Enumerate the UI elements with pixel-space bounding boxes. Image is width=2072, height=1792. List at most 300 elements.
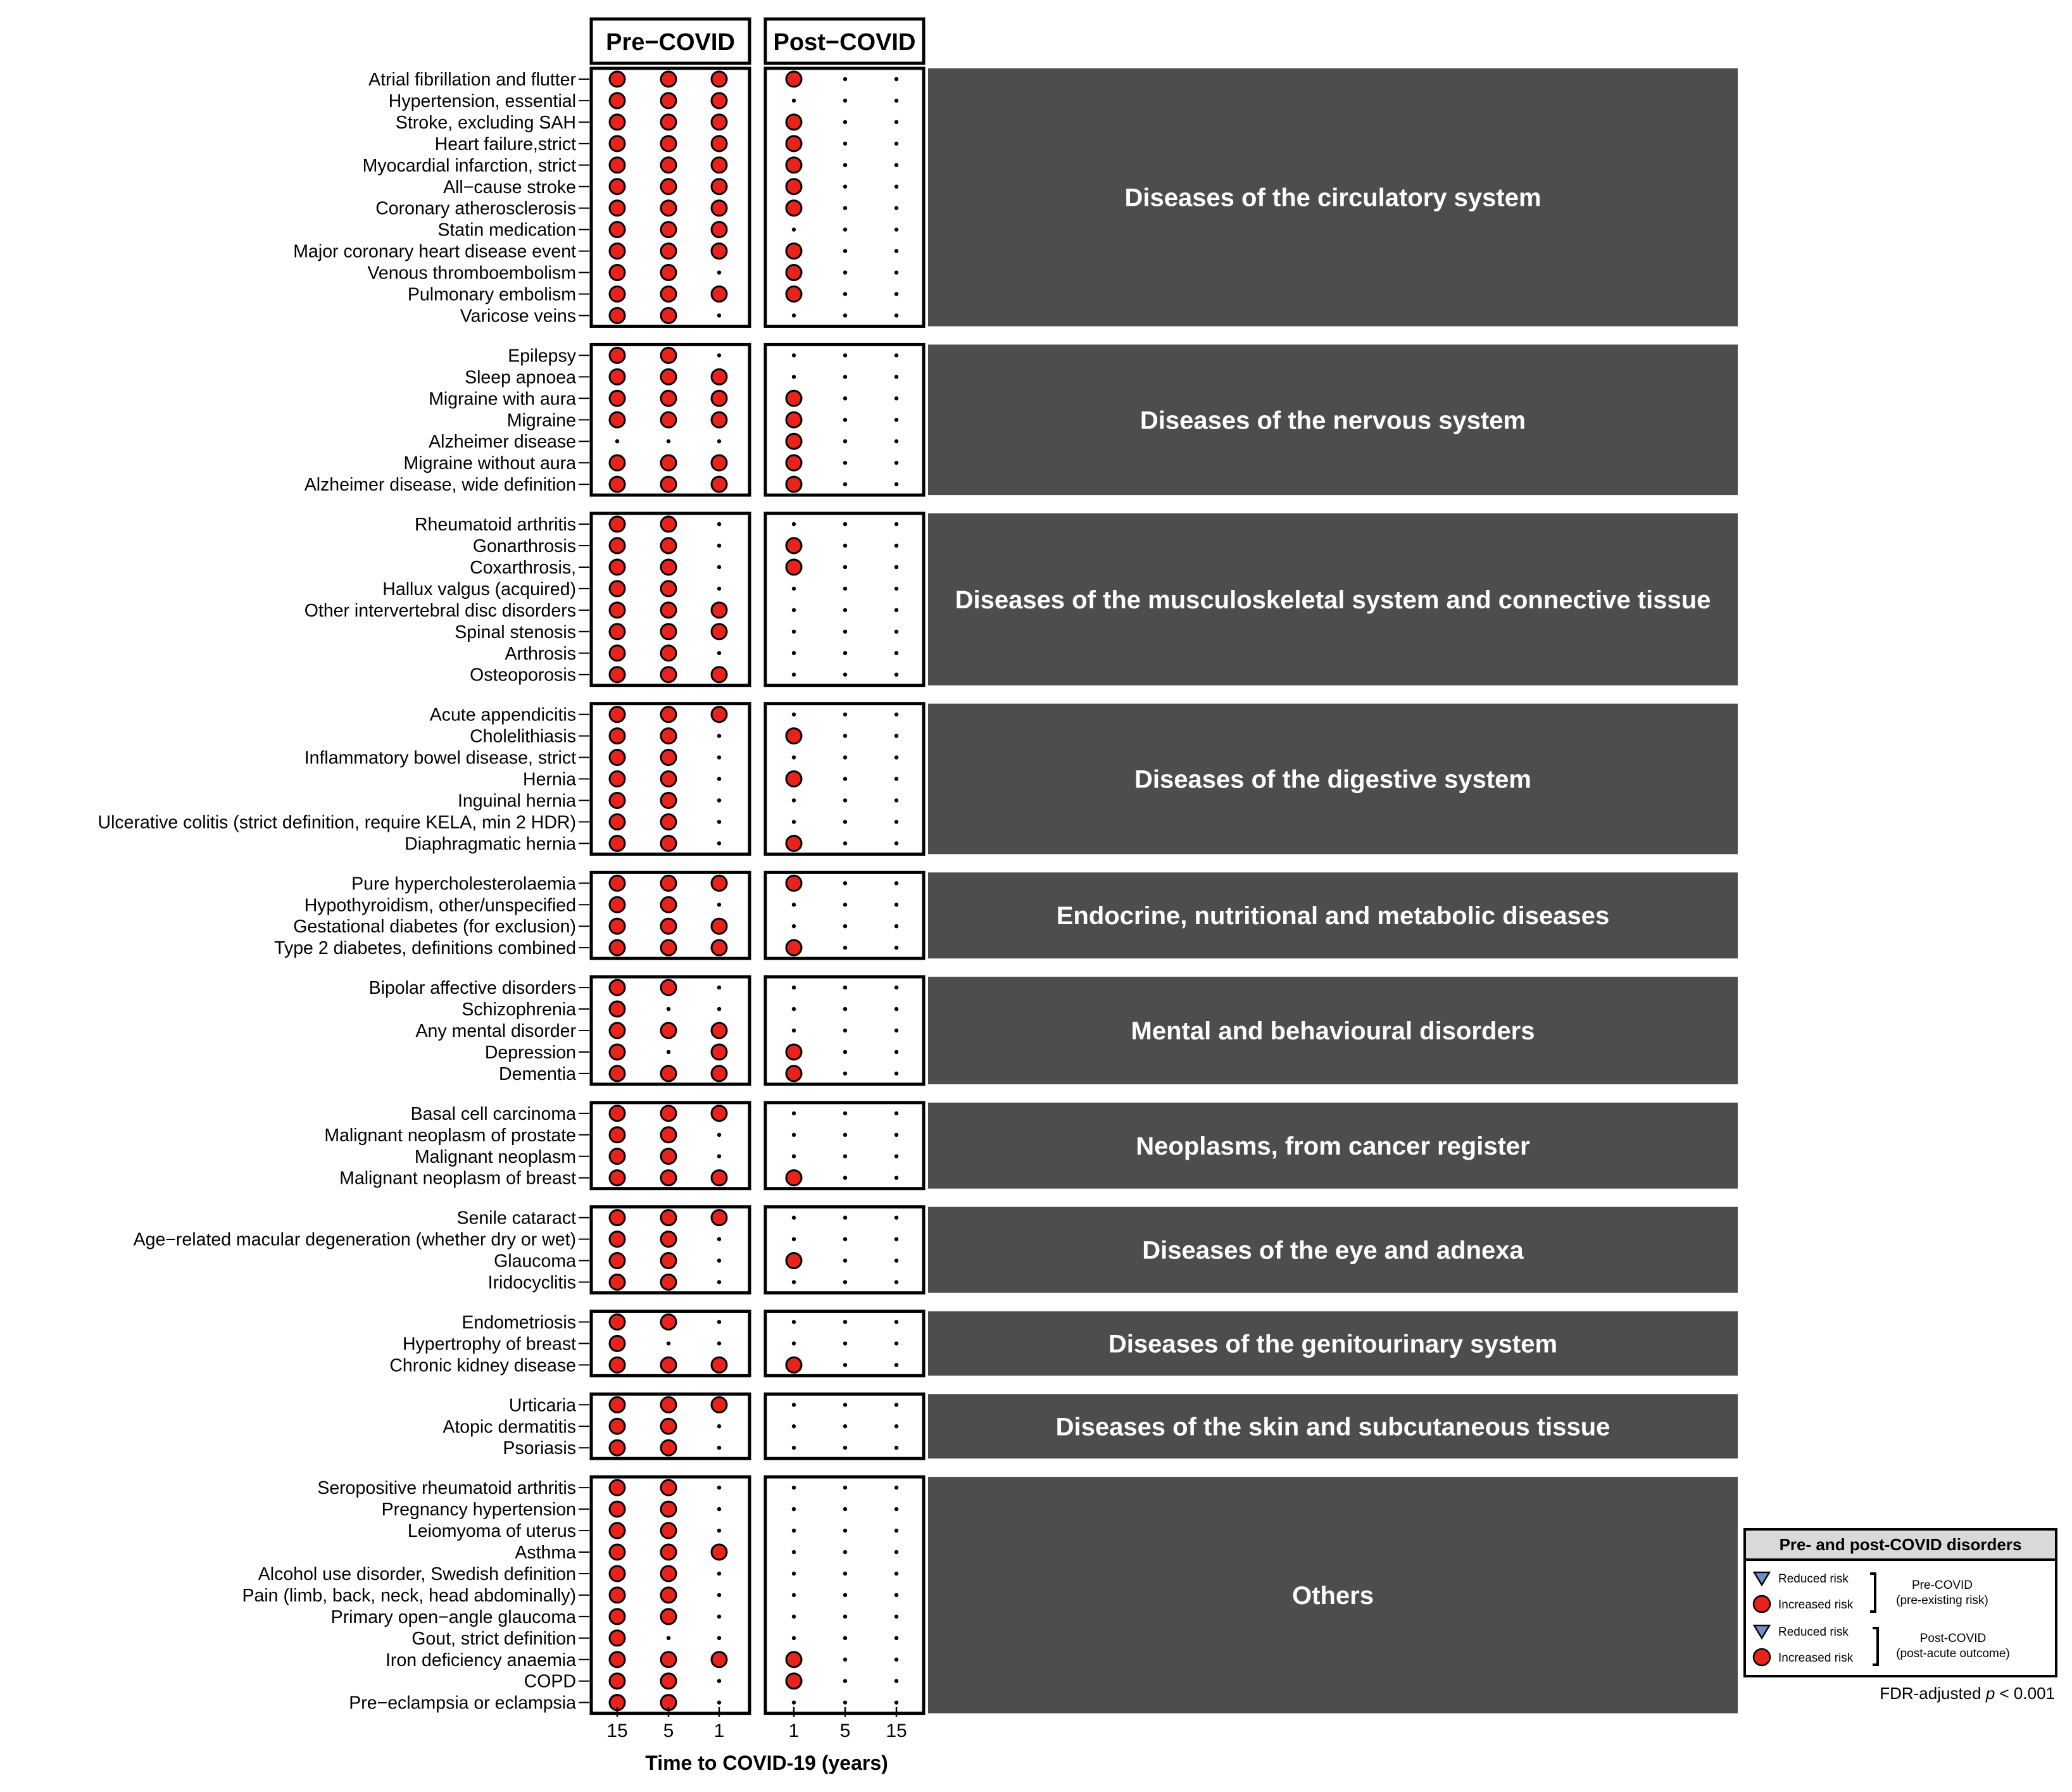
- post-covid-nonsignificant-dot: [792, 353, 796, 357]
- pre-covid-increased-risk-marker: [661, 940, 676, 955]
- post-covid-increased-risk-marker: [786, 1652, 801, 1667]
- post-covid-nonsignificant-dot: [895, 1258, 898, 1262]
- disease-label: Rheumatoid arthritis: [414, 515, 576, 536]
- post-covid-nonsignificant-dot: [895, 418, 898, 422]
- post-covid-nonsignificant-dot: [895, 1133, 898, 1137]
- pre-covid-increased-risk-marker: [610, 1588, 625, 1603]
- post-covid-nonsignificant-dot: [792, 1155, 796, 1158]
- post-covid-nonsignificant-dot: [843, 396, 847, 400]
- disease-label: Spinal stenosis: [455, 622, 576, 642]
- pre-covid-increased-risk-marker: [610, 308, 625, 323]
- disease-label: Senile cataract: [456, 1208, 576, 1229]
- category-panel-group-7: [134, 1207, 1738, 1293]
- disease-label: Cholelithiasis: [470, 726, 576, 747]
- pre-covid-increased-risk-marker: [610, 667, 625, 682]
- pre-covid-nonsignificant-dot: [717, 1155, 721, 1158]
- post-covid-nonsignificant-dot: [895, 924, 898, 928]
- disease-label: Statin medication: [437, 220, 576, 241]
- post-covid-nonsignificant-dot: [843, 630, 847, 634]
- pre-covid-increased-risk-marker: [610, 1023, 625, 1038]
- post-covid-nonsignificant-dot: [792, 1507, 796, 1511]
- post-covid-nonsignificant-dot: [895, 881, 898, 885]
- pre-covid-nonsignificant-dot: [717, 1700, 721, 1704]
- post-increased-risk-label: Increased risk: [1778, 1651, 1854, 1665]
- pre-covid-increased-risk-marker: [661, 836, 676, 851]
- post-covid-nonsignificant-dot: [843, 1658, 847, 1662]
- category-strip-label: Diseases of the skin and subcutaneous tissue: [1055, 1413, 1611, 1441]
- post-covid-increased-risk-marker: [786, 158, 801, 173]
- post-covid-nonsignificant-dot: [843, 1050, 847, 1054]
- post-covid-nonsignificant-dot: [843, 673, 847, 677]
- significance-note: [1880, 1684, 2055, 1703]
- post-covid-increased-risk-marker: [786, 455, 801, 470]
- post-covid-nonsignificant-dot: [792, 903, 796, 906]
- pre-covid-increased-risk-marker: [661, 560, 676, 575]
- post-covid-increased-risk-marker: [786, 836, 801, 851]
- pre-reduced-risk-label: Reduced risk: [1778, 1572, 1849, 1586]
- pre-covid-increased-risk-marker: [610, 581, 625, 596]
- post-covid-nonsignificant-dot: [843, 185, 847, 189]
- pre-covid-increased-risk-marker: [610, 1149, 625, 1164]
- pre-covid-increased-risk-marker: [661, 348, 676, 363]
- post-covid-nonsignificant-dot: [895, 986, 898, 989]
- pre-covid-nonsignificant-dot: [717, 820, 721, 824]
- post-covid-nonsignificant-dot: [843, 798, 847, 802]
- pre-covid-nonsignificant-dot: [667, 1341, 670, 1345]
- post-covid-nonsignificant-dot: [792, 227, 796, 231]
- pre-covid-increased-risk-marker: [712, 1106, 727, 1121]
- disease-label: Any mental disorder: [415, 1021, 576, 1041]
- post-covid-nonsignificant-dot: [895, 544, 898, 548]
- pre-covid-increased-risk-marker: [661, 772, 676, 787]
- pre-covid-nonsignificant-dot: [667, 1050, 670, 1054]
- post-covid-nonsignificant-dot: [843, 1155, 847, 1158]
- disease-label: Hernia: [523, 769, 576, 790]
- pre-covid-nonsignificant-dot: [615, 439, 619, 443]
- pre-covid-increased-risk-marker: [661, 412, 676, 427]
- disease-label: Pure hypercholesterolaemia: [351, 874, 576, 894]
- pre-covid-increased-risk-marker: [610, 1127, 625, 1143]
- disease-label: Leiomyoma of uterus: [407, 1521, 576, 1542]
- post-covid-nonsignificant-dot: [843, 313, 847, 317]
- disease-label: Iridocyclitis: [487, 1272, 576, 1293]
- disease-label: Migraine: [506, 410, 576, 431]
- pre-covid-increased-risk-marker: [610, 1170, 625, 1186]
- post-covid-nonsignificant-dot: [843, 1403, 847, 1407]
- pre-covid-increased-risk-marker: [610, 93, 625, 108]
- post-covid-nonsignificant-dot: [792, 1320, 796, 1324]
- post-covid-nonsignificant-dot: [895, 1050, 898, 1054]
- post-covid-nonsignificant-dot: [843, 142, 847, 146]
- pre-covid-increased-risk-marker: [661, 624, 676, 639]
- pre-covid-increased-risk-marker: [661, 793, 676, 808]
- pre-covid-increased-risk-marker: [610, 1397, 625, 1412]
- post-covid-increased-risk-marker: [786, 1044, 801, 1060]
- pre-covid-nonsignificant-dot: [717, 1486, 721, 1489]
- post-covid-nonsignificant-dot: [843, 651, 847, 655]
- pre-covid-increased-risk-marker: [661, 1419, 676, 1434]
- pre-covid-increased-risk-marker: [610, 793, 625, 808]
- pre-covid-x-tick-label: 15: [606, 1720, 628, 1741]
- post-covid-nonsignificant-dot: [895, 712, 898, 716]
- post-covid-nonsignificant-dot: [895, 1403, 898, 1407]
- post-covid-nonsignificant-dot: [895, 820, 898, 824]
- post-covid-increased-risk-marker: [786, 179, 801, 194]
- post-covid-nonsignificant-dot: [792, 1424, 796, 1428]
- post-covid-nonsignificant-dot: [843, 522, 847, 526]
- pre-covid-increased-risk-marker: [661, 1566, 676, 1581]
- post-covid-nonsignificant-dot: [843, 924, 847, 928]
- pre-covid-increased-risk-marker: [610, 244, 625, 259]
- pre-covid-nonsignificant-dot: [717, 1572, 721, 1576]
- post-covid-nonsignificant-dot: [843, 1133, 847, 1137]
- post-covid-nonsignificant-dot: [843, 1320, 847, 1324]
- post-covid-nonsignificant-dot: [792, 1700, 796, 1704]
- pre-covid-increased-risk-marker: [661, 1275, 676, 1290]
- pre-covid-increased-risk-marker: [610, 1609, 625, 1624]
- pre-covid-increased-risk-marker: [712, 1023, 727, 1038]
- pre-covid-increased-risk-marker: [661, 308, 676, 323]
- pre-covid-increased-risk-marker: [610, 369, 625, 384]
- disease-label: Gonarthrosis: [472, 536, 576, 556]
- post-covid-increased-risk-marker: [786, 1066, 801, 1081]
- post-covid-nonsignificant-dot: [895, 1215, 898, 1219]
- post-covid-nonsignificant-dot: [843, 292, 847, 296]
- post-covid-nonsignificant-dot: [843, 163, 847, 167]
- post-covid-nonsignificant-dot: [895, 1320, 898, 1324]
- post-covid-nonsignificant-dot: [792, 1593, 796, 1597]
- pre-covid-increased-risk-marker: [661, 1501, 676, 1517]
- category-panel-group-10: [242, 1477, 1738, 1714]
- post-covid-nonsignificant-dot: [843, 99, 847, 103]
- pre-covid-nonsignificant-dot: [717, 1007, 721, 1011]
- post-covid-nonsignificant-dot: [843, 439, 847, 443]
- post-covid-nonsignificant-dot: [843, 1215, 847, 1219]
- disease-label: Diaphragmatic hernia: [405, 834, 576, 855]
- pre-covid-increased-risk-marker: [610, 1275, 625, 1290]
- post-covid-x-tick-label: 5: [839, 1720, 851, 1741]
- pre-covid-increased-risk-marker: [610, 1631, 625, 1646]
- post-group-label: Post-COVID: [1919, 1632, 1987, 1645]
- pre-covid-increased-risk-marker: [712, 244, 727, 259]
- pre-group-label: Pre-COVID: [1911, 1579, 1973, 1592]
- post-covid-increased-risk-marker: [786, 1253, 801, 1269]
- pre-covid-increased-risk-marker: [661, 1210, 676, 1225]
- disease-label: Other intervertebral disc disorders: [304, 600, 576, 621]
- pre-covid-increased-risk-marker: [610, 1545, 625, 1560]
- disease-label: Migraine with aura: [429, 389, 576, 410]
- pre-covid-increased-risk-marker: [661, 265, 676, 280]
- pre-covid-increased-risk-marker: [661, 1253, 676, 1269]
- post-covid-nonsignificant-dot: [895, 1341, 898, 1345]
- disease-label: Basal cell carcinoma: [410, 1103, 576, 1124]
- post-covid-nonsignificant-dot: [792, 1007, 796, 1011]
- post-covid-nonsignificant-dot: [843, 1280, 847, 1284]
- pre-covid-increased-risk-marker: [661, 222, 676, 237]
- panels: [98, 68, 1738, 1714]
- pre-covid-nonsignificant-dot: [717, 522, 721, 526]
- post-covid-nonsignificant-dot: [843, 841, 847, 845]
- disease-label: Psoriasis: [503, 1438, 576, 1459]
- pre-covid-increased-risk-marker: [712, 940, 727, 955]
- disease-label: Glaucoma: [494, 1251, 576, 1272]
- category-strip-label: Diseases of the circulatory system: [1124, 184, 1541, 212]
- disease-label: All−cause stroke: [443, 177, 576, 197]
- post-covid-nonsignificant-dot: [895, 903, 898, 906]
- pre-covid-increased-risk-marker: [661, 1588, 676, 1603]
- post-covid-nonsignificant-dot: [843, 270, 847, 274]
- disease-label: Iron deficiency anaemia: [385, 1650, 576, 1670]
- post-covid-nonsignificant-dot: [792, 587, 796, 591]
- post-covid-increased-risk-marker: [786, 1674, 801, 1689]
- pre-covid-nonsignificant-dot: [667, 1007, 670, 1011]
- pre-covid-increased-risk-marker: [712, 1397, 727, 1412]
- post-covid-nonsignificant-dot: [895, 1658, 898, 1662]
- pre-covid-increased-risk-marker: [712, 603, 727, 618]
- post-covid-nonsignificant-dot: [895, 120, 898, 124]
- pre-covid-increased-risk-marker: [661, 1023, 676, 1038]
- significance-note-prefix: FDR-adjusted: [1880, 1684, 1986, 1703]
- post-covid-nonsignificant-dot: [895, 1446, 898, 1450]
- category-panel-group-0: [293, 68, 1738, 326]
- pre-covid-increased-risk-marker: [661, 72, 676, 87]
- pre-covid-nonsignificant-dot: [717, 587, 721, 591]
- post-covid-nonsignificant-dot: [792, 1341, 796, 1345]
- pre-covid-nonsignificant-dot: [717, 1615, 721, 1619]
- pre-covid-nonsignificant-dot: [717, 1258, 721, 1262]
- disease-label: Urticaria: [508, 1395, 576, 1416]
- post-covid-increased-risk-marker: [786, 412, 801, 427]
- category-strip-label: Diseases of the digestive system: [1134, 765, 1531, 794]
- disease-label: Type 2 diabetes, definitions combined: [274, 938, 576, 959]
- post-covid-nonsignificant-dot: [843, 249, 847, 253]
- disease-label: Hypertrophy of breast: [402, 1334, 576, 1355]
- post-covid-nonsignificant-dot: [895, 734, 898, 737]
- post-covid-nonsignificant-dot: [843, 375, 847, 379]
- post-covid-nonsignificant-dot: [843, 461, 847, 465]
- post-covid-nonsignificant-dot: [843, 1258, 847, 1262]
- post-covid-nonsignificant-dot: [895, 1507, 898, 1511]
- pre-covid-increased-risk-marker: [712, 667, 727, 682]
- pre-covid-increased-risk-marker: [661, 1609, 676, 1624]
- pre-covid-nonsignificant-dot: [717, 1424, 721, 1428]
- pre-covid-increased-risk-marker: [610, 624, 625, 639]
- pre-covid-increased-risk-marker: [661, 477, 676, 492]
- post-covid-nonsignificant-dot: [843, 120, 847, 124]
- post-covid-nonsignificant-dot: [843, 1424, 847, 1428]
- pre-covid-increased-risk-marker: [661, 1314, 676, 1329]
- pre-covid-strip-label: Pre−COVID: [606, 29, 735, 56]
- post-covid-increased-risk-marker: [786, 538, 801, 553]
- pre-covid-increased-risk-marker: [610, 1440, 625, 1455]
- pre-covid-increased-risk-marker: [610, 1066, 625, 1081]
- post-covid-nonsignificant-dot: [895, 163, 898, 167]
- pre-covid-increased-risk-marker: [661, 707, 676, 722]
- pre-covid-increased-risk-marker: [661, 581, 676, 596]
- pre-covid-increased-risk-marker: [610, 1001, 625, 1017]
- post-covid-nonsignificant-dot: [792, 1486, 796, 1489]
- facet-strips: [591, 19, 924, 63]
- disease-label: Stroke, excluding SAH: [395, 112, 576, 133]
- disease-label: Inflammatory bowel disease, strict: [304, 748, 576, 768]
- post-covid-nonsignificant-dot: [895, 1363, 898, 1367]
- category-panel-group-8: [389, 1311, 1738, 1375]
- post-covid-nonsignificant-dot: [843, 734, 847, 737]
- post-covid-nonsignificant-dot: [792, 924, 796, 928]
- pre-covid-nonsignificant-dot: [667, 1636, 670, 1640]
- pre-increased-risk-label: Increased risk: [1778, 1598, 1854, 1612]
- pre-covid-increased-risk-marker: [661, 750, 676, 765]
- pre-covid-nonsignificant-dot: [717, 1593, 721, 1597]
- post-covid-nonsignificant-dot: [895, 1700, 898, 1704]
- post-covid-x-tick-label: 15: [886, 1720, 907, 1741]
- pre-covid-increased-risk-marker: [661, 875, 676, 891]
- post-covid-nonsignificant-dot: [895, 777, 898, 780]
- post-covid-nonsignificant-dot: [895, 99, 898, 103]
- disease-label: Arthrosis: [505, 643, 576, 664]
- post-covid-nonsignificant-dot: [792, 522, 796, 526]
- post-covid-nonsignificant-dot: [792, 1636, 796, 1640]
- post-covid-nonsignificant-dot: [895, 1424, 898, 1428]
- post-covid-nonsignificant-dot: [843, 608, 847, 612]
- disease-label: Alzheimer disease, wide definition: [304, 475, 576, 496]
- pre-covid-nonsignificant-dot: [717, 798, 721, 802]
- pre-covid-increased-risk-marker: [661, 1480, 676, 1495]
- disease-label: Asthma: [515, 1543, 576, 1563]
- pre-covid-increased-risk-marker: [610, 1501, 625, 1517]
- disease-label: Varicose veins: [460, 306, 576, 327]
- pre-covid-increased-risk-marker: [661, 455, 676, 470]
- post-covid-nonsignificant-dot: [792, 1215, 796, 1219]
- pre-covid-nonsignificant-dot: [717, 1320, 721, 1324]
- significance-note-p: p: [1985, 1684, 1995, 1703]
- pre-covid-nonsignificant-dot: [717, 1341, 721, 1345]
- disease-label: Gout, strict definition: [411, 1628, 576, 1649]
- post-covid-nonsignificant-dot: [895, 1486, 898, 1489]
- pre-covid-nonsignificant-dot: [717, 1280, 721, 1284]
- post-covid-nonsignificant-dot: [792, 651, 796, 655]
- pre-group-sublabel: (pre-existing risk): [1896, 1594, 1988, 1607]
- post-covid-nonsignificant-dot: [792, 673, 796, 677]
- post-covid-increased-risk-marker: [786, 772, 801, 787]
- pre-covid-increased-risk-marker: [712, 369, 727, 384]
- post-covid-nonsignificant-dot: [792, 1446, 796, 1450]
- post-covid-strip-label: Post−COVID: [773, 29, 916, 56]
- post-covid-nonsignificant-dot: [843, 1112, 847, 1115]
- post-covid-nonsignificant-dot: [895, 292, 898, 296]
- pre-covid-increased-risk-marker: [610, 136, 625, 151]
- pre-covid-nonsignificant-dot: [717, 1237, 721, 1241]
- post-covid-nonsignificant-dot: [792, 1529, 796, 1532]
- pre-covid-nonsignificant-dot: [717, 755, 721, 759]
- pre-covid-nonsignificant-dot: [717, 1446, 721, 1450]
- pre-covid-increased-risk-marker: [610, 265, 625, 280]
- post-covid-nonsignificant-dot: [843, 712, 847, 716]
- category-strip-label: Diseases of the eye and adnexa: [1142, 1236, 1524, 1265]
- disease-label: Migraine without aura: [403, 453, 576, 474]
- disease-label: Endometriosis: [461, 1312, 576, 1333]
- disease-label: Atopic dermatitis: [443, 1417, 576, 1438]
- pre-covid-increased-risk-marker: [610, 560, 625, 575]
- pre-covid-increased-risk-marker: [610, 477, 625, 492]
- post-covid-increased-risk-marker: [786, 1357, 801, 1372]
- post-covid-nonsignificant-dot: [792, 820, 796, 824]
- pre-covid-increased-risk-marker: [661, 667, 676, 682]
- pre-covid-increased-risk-marker: [661, 980, 676, 995]
- pre-covid-increased-risk-marker: [661, 517, 676, 532]
- pre-covid-increased-risk-marker: [712, 136, 727, 151]
- significance-note-suffix: < 0.001: [1995, 1684, 2055, 1703]
- post-covid-nonsignificant-dot: [843, 777, 847, 780]
- pre-covid-increased-risk-marker: [610, 897, 625, 912]
- disease-label: Malignant neoplasm of prostate: [324, 1125, 576, 1146]
- pre-covid-increased-risk-marker: [661, 538, 676, 553]
- category-strip-label: Diseases of the nervous system: [1140, 406, 1526, 435]
- post-covid-nonsignificant-dot: [843, 1572, 847, 1576]
- post-covid-nonsignificant-dot: [895, 77, 898, 81]
- post-covid-nonsignificant-dot: [843, 77, 847, 81]
- post-covid-nonsignificant-dot: [895, 1072, 898, 1075]
- pre-covid-nonsignificant-dot: [717, 1529, 721, 1532]
- post-covid-nonsignificant-dot: [895, 1007, 898, 1011]
- post-covid-increased-risk-marker: [786, 940, 801, 955]
- category-panel-group-1: [305, 344, 1738, 495]
- pre-covid-increased-risk-marker: [712, 287, 727, 302]
- post-covid-nonsignificant-dot: [895, 313, 898, 317]
- pre-covid-increased-risk-marker: [610, 517, 625, 532]
- pre-covid-increased-risk-marker: [661, 897, 676, 912]
- post-covid-nonsignificant-dot: [843, 206, 847, 210]
- pre-covid-increased-risk-marker: [712, 918, 727, 934]
- disease-label: Epilepsy: [508, 346, 576, 367]
- pre-covid-increased-risk-marker: [712, 1357, 727, 1372]
- post-covid-nonsignificant-dot: [843, 820, 847, 824]
- pre-covid-increased-risk-marker: [661, 603, 676, 618]
- post-covid-increased-risk-marker: [786, 115, 801, 130]
- post-covid-nonsignificant-dot: [895, 375, 898, 379]
- category-panel-group-6: [324, 1103, 1738, 1189]
- post-covid-nonsignificant-dot: [895, 1155, 898, 1158]
- post-covid-nonsignificant-dot: [895, 651, 898, 655]
- post-covid-nonsignificant-dot: [792, 755, 796, 759]
- pre-covid-increased-risk-marker: [610, 538, 625, 553]
- disease-label: Sleep apnoea: [465, 367, 576, 388]
- post-covid-nonsignificant-dot: [792, 99, 796, 103]
- pre-covid-increased-risk-marker: [661, 918, 676, 934]
- pre-covid-increased-risk-marker: [610, 814, 625, 829]
- post-covid-nonsignificant-dot: [843, 1446, 847, 1450]
- post-covid-nonsignificant-dot: [843, 544, 847, 548]
- disease-label: Acute appendicitis: [429, 705, 576, 725]
- post-covid-nonsignificant-dot: [895, 1280, 898, 1284]
- disease-label: Dementia: [499, 1063, 576, 1084]
- pre-covid-increased-risk-marker: [661, 369, 676, 384]
- pre-covid-increased-risk-marker: [610, 179, 625, 194]
- pre-covid-nonsignificant-dot: [667, 439, 670, 443]
- pre-covid-increased-risk-marker: [661, 1232, 676, 1247]
- pre-covid-increased-risk-marker: [610, 1523, 625, 1538]
- pre-covid-increased-risk-marker: [712, 455, 727, 470]
- pre-covid-increased-risk-marker: [712, 477, 727, 492]
- post-covid-nonsignificant-dot: [792, 608, 796, 612]
- pre-covid-increased-risk-marker: [610, 348, 625, 363]
- post-covid-nonsignificant-dot: [895, 461, 898, 465]
- post-covid-increased-risk-marker: [786, 391, 801, 406]
- post-covid-nonsignificant-dot: [843, 1072, 847, 1075]
- post-covid-increased-risk-marker: [786, 1170, 801, 1186]
- post-covid-nonsignificant-dot: [843, 1550, 847, 1554]
- pre-covid-increased-risk-marker: [610, 1210, 625, 1225]
